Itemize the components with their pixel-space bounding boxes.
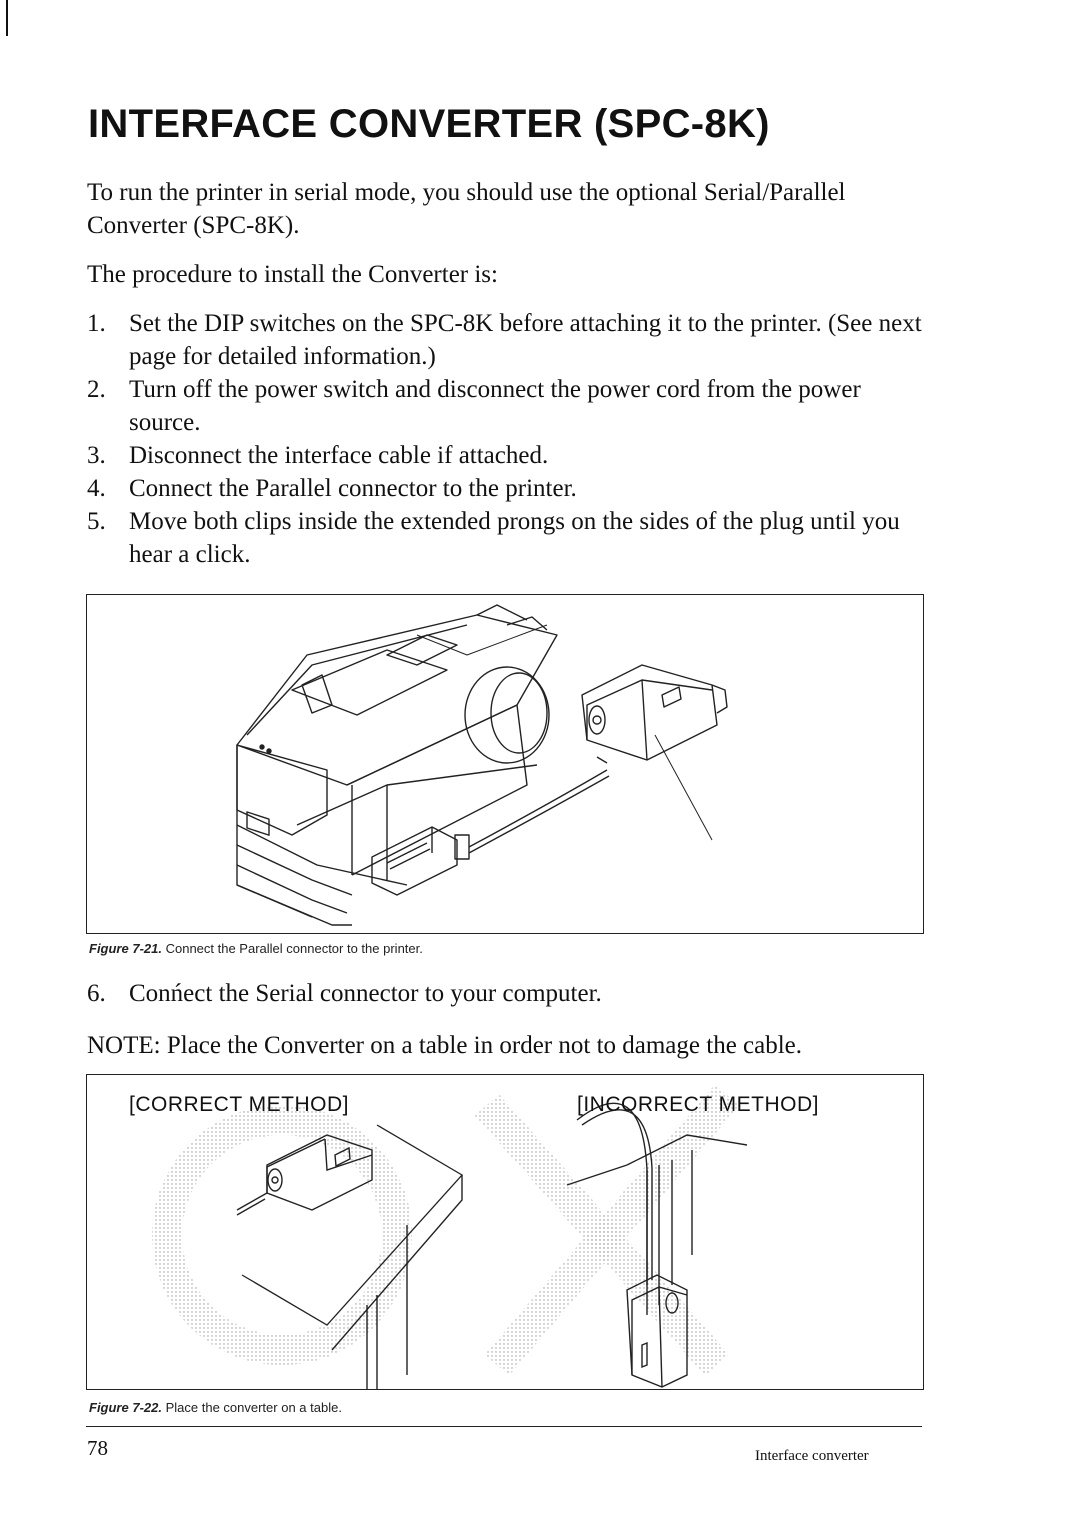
note-label: NOTE: bbox=[87, 1032, 161, 1059]
printer-drawing bbox=[87, 595, 923, 933]
step-text: Disconnect the interface cable if attached. bbox=[129, 442, 549, 469]
list-item bbox=[87, 373, 937, 439]
procedure-intro: The procedure to install the Converter is: bbox=[87, 261, 498, 288]
footer-rule bbox=[86, 1426, 922, 1427]
page-number: 78 bbox=[87, 1436, 108, 1460]
caption-text: Place the converter on a table. bbox=[165, 1400, 342, 1415]
note-text: Place the Converter on a table in order not to damage the cable. bbox=[166, 1032, 803, 1059]
step-text: Move both clips inside the extended prongs on the sides of the plug until you hear a click. bbox=[129, 508, 900, 568]
figure-label: Figure 7-22. bbox=[89, 1400, 162, 1415]
step-text: Set the DIP switches on the SPC-8K before attaching it to the printer. (See next page for detailed information.) bbox=[129, 310, 922, 370]
step-text: Turn off the power switch and disconnect the power cord from the power source. bbox=[129, 376, 861, 436]
step-number: 2. bbox=[87, 376, 106, 403]
step-number: 6. bbox=[87, 980, 106, 1007]
page-title: INTERFACE CONVERTER (SPC-8K) bbox=[88, 102, 770, 146]
figure-label: Figure 7-21. bbox=[89, 941, 162, 956]
step-number: 4. bbox=[87, 475, 106, 502]
margin-mark bbox=[6, 0, 8, 36]
list-item bbox=[87, 439, 937, 472]
note-paragraph bbox=[87, 1029, 937, 1062]
caption-text: Connect the Parallel connector to the printer. bbox=[165, 941, 423, 956]
step-text: Conńect the Serial connector to your computer. bbox=[129, 980, 602, 1007]
list-item bbox=[87, 307, 937, 373]
steps-list bbox=[87, 307, 937, 571]
figure-caption bbox=[89, 1400, 342, 1415]
incorrect-method-label: [INCORRECT METHOD] bbox=[577, 1093, 819, 1116]
intro-paragraph: To run the printer in serial mode, you should use the optional Serial/Parallel Converter (SPC-8K). bbox=[87, 179, 846, 239]
interface-converter-callout: Interface converter bbox=[755, 1448, 869, 1464]
step-number: 1. bbox=[87, 310, 106, 337]
step-number: 5. bbox=[87, 508, 106, 535]
method-drawing bbox=[87, 1075, 923, 1389]
list-item bbox=[87, 472, 937, 505]
list-item bbox=[87, 505, 937, 571]
step-number: 3. bbox=[87, 442, 106, 469]
list-item bbox=[87, 977, 979, 1010]
figure-caption bbox=[89, 941, 423, 956]
figure-method-illustration bbox=[86, 1074, 924, 1390]
correct-method-label: [CORRECT METHOD] bbox=[129, 1093, 349, 1116]
step-text: Connect the Parallel connector to the printer. bbox=[129, 475, 577, 502]
